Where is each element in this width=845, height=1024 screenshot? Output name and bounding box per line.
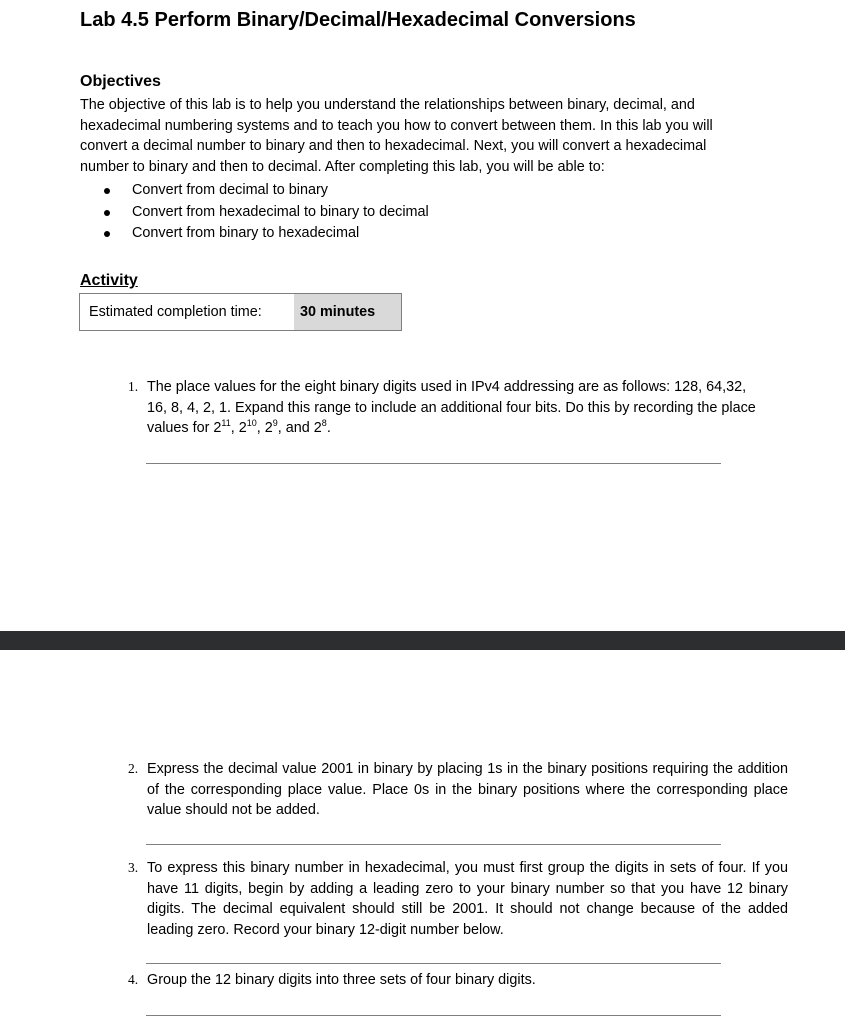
bullet-icon bbox=[104, 231, 110, 237]
question-1 bbox=[128, 377, 788, 439]
completion-time-value: 30 minutes bbox=[294, 294, 401, 330]
objectives-heading: Objectives bbox=[80, 73, 161, 90]
list-item: Convert from binary to hexadecimal bbox=[98, 223, 429, 245]
answer-line-1[interactable] bbox=[146, 463, 721, 464]
objectives-line: hexadecimal numbering systems and to teach you how to convert between them. In this lab you will bbox=[80, 117, 713, 134]
question-4 bbox=[128, 970, 788, 991]
question-line: The place values for the eight binary digits used in IPv4 addressing are as follows: 128, 64,32, bbox=[147, 379, 747, 395]
page-divider-band bbox=[0, 631, 845, 650]
objectives-line: number to binary and then to decimal. After completing this lab, you will be able to: bbox=[80, 158, 605, 175]
question-number: 1. bbox=[128, 379, 139, 394]
question-number: 4. bbox=[128, 972, 139, 987]
question-number: 3. bbox=[128, 860, 139, 875]
question-text: Express the decimal value 2001 in binary by placing 1s in the binary positions requiring the addition of the corresponding place value. Place 0s in the binary positions where the corresponding place value should not be added. bbox=[147, 761, 788, 818]
list-item: Convert from hexadecimal to binary to decimal bbox=[98, 202, 429, 224]
objectives-line: The objective of this lab is to help you understand the relationships between binary, decimal, and bbox=[80, 97, 695, 113]
question-3 bbox=[128, 858, 788, 940]
completion-time-label: Estimated completion time: bbox=[89, 304, 262, 320]
objectives-list bbox=[98, 180, 429, 245]
question-text: To express this binary number in hexadecimal, you must first group the digits in sets of four. If you have 11 digits, begin by adding a leading zero to your binary number so that you have 12 binary digits. The decimal equivalent should still be 2001. It should not change because of the added leading zero. Record your binary 12-digit number below. bbox=[147, 860, 788, 938]
bullet-icon bbox=[104, 210, 110, 216]
question-text: Group the 12 binary digits into three sets of four binary digits. bbox=[147, 972, 536, 988]
bullet-icon bbox=[104, 188, 110, 194]
objectives-paragraph bbox=[80, 95, 780, 177]
page-title: Lab 4.5 Perform Binary/Decimal/Hexadecimal Conversions bbox=[80, 9, 636, 31]
question-2 bbox=[128, 759, 788, 821]
answer-line-3[interactable] bbox=[146, 963, 721, 964]
question-line: 16, 8, 4, 2, 1. Expand this range to include an additional four bits. Do this by recording the place bbox=[147, 399, 756, 416]
question-number: 2. bbox=[128, 761, 139, 776]
objectives-line: convert a decimal number to binary and then to hexadecimal. Next, you will convert a hexadecimal bbox=[80, 138, 707, 154]
answer-line-2[interactable] bbox=[146, 844, 721, 845]
answer-line-4[interactable] bbox=[146, 1015, 721, 1016]
list-item: Convert from decimal to binary bbox=[98, 180, 429, 202]
question-line: values for $2^{11}$, $2^{10}$, $2^9$, and $2^8$. bbox=[147, 418, 331, 436]
completion-time-table bbox=[79, 293, 402, 331]
activity-heading: Activity bbox=[80, 272, 138, 289]
